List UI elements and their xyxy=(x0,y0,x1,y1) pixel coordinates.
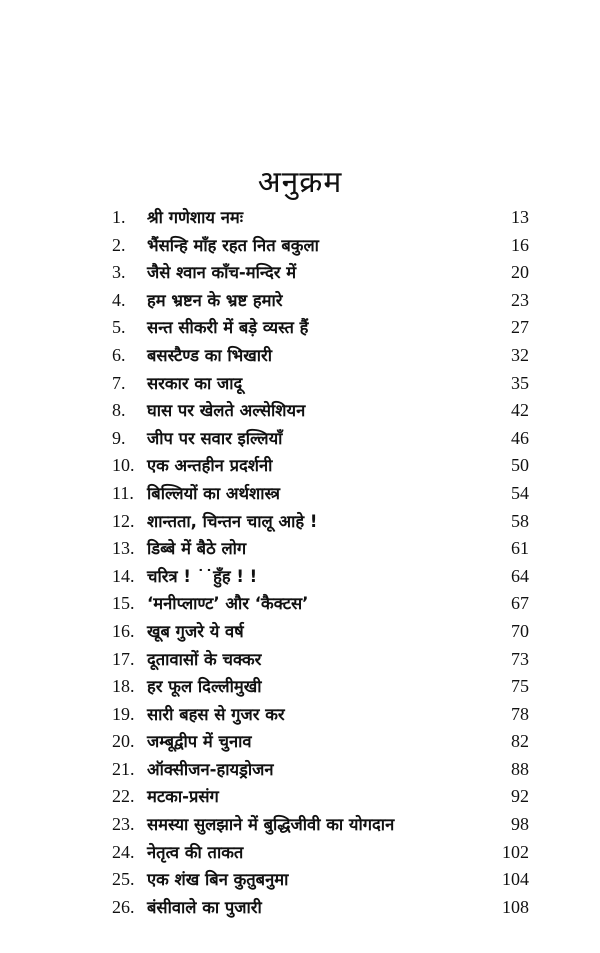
toc-entry-title: सन्त सीकरी में बड़े व्यस्त हैं xyxy=(147,318,309,338)
toc-entry-page-number: 23 xyxy=(511,289,529,310)
toc-entry-page-number: 88 xyxy=(511,758,529,779)
toc-entry xyxy=(0,783,600,811)
toc-entry-title: एक अन्तहीन प्रदर्शनी xyxy=(147,456,273,476)
toc-entry-page-number: 20 xyxy=(511,262,529,283)
toc-entry-title: सारी बहस से गुजर कर xyxy=(147,704,285,724)
toc-entry-page-number: 102 xyxy=(502,841,529,862)
toc-entry-page-number: 78 xyxy=(511,703,529,724)
toc-entry-number: 7. xyxy=(112,372,126,393)
toc-entry-title: नेतृत्व की ताकत xyxy=(147,842,244,862)
toc-entry xyxy=(0,866,600,894)
toc-entry-number: 6. xyxy=(112,344,126,365)
toc-entry-title: जीप पर सवार इल्लियाँ xyxy=(147,428,283,448)
toc-entry-number: 23. xyxy=(112,814,135,835)
toc-entry xyxy=(0,756,600,784)
toc-entry xyxy=(0,370,600,398)
toc-entry-title: भैंसन्हि माँह रहत नित बकुला xyxy=(147,235,319,255)
toc-entry xyxy=(0,342,600,370)
toc-entry-title: समस्या सुलझाने में बुद्धिजीवी का योगदान xyxy=(147,815,395,835)
toc-entry-page-number: 16 xyxy=(511,234,529,255)
toc-entry-number: 13. xyxy=(112,538,135,559)
toc-entry-number: 17. xyxy=(112,648,135,669)
toc-entry-title: जम्बूद्वीप में चुनाव xyxy=(147,732,252,752)
toc-entry-page-number: 32 xyxy=(511,344,529,365)
toc-entry-number: 19. xyxy=(112,703,135,724)
toc-entry-number: 3. xyxy=(112,262,126,283)
toc-entry xyxy=(0,287,600,315)
toc-entry-title: घास पर खेलते अल्सेशियन xyxy=(147,401,306,421)
toc-entry-title: हर फूल दिल्लीमुखी xyxy=(147,677,262,697)
toc-entry-page-number: 54 xyxy=(511,482,529,503)
toc-entry xyxy=(0,480,600,508)
page-title: अनुक्रम xyxy=(257,165,343,201)
toc-entry-title: डिब्बे में बैठे लोग xyxy=(147,539,247,559)
toc-entry xyxy=(0,673,600,701)
toc-entry-title: मटका-प्रसंग xyxy=(147,787,219,807)
toc-entry-title: ऑक्सीजन-हायड्रोजन xyxy=(147,759,274,779)
toc-entry-number: 9. xyxy=(112,427,126,448)
toc-entry-title: सरकार का जादू xyxy=(147,373,243,393)
toc-entry-page-number: 104 xyxy=(502,869,529,890)
toc-entry xyxy=(0,204,600,232)
toc-entry-page-number: 92 xyxy=(511,786,529,807)
toc-entry xyxy=(0,314,600,342)
toc-entry-title: हम भ्रष्टन के भ्रष्ट हमारे xyxy=(147,290,283,310)
toc-entry xyxy=(0,811,600,839)
toc-entry-title: चरित्र ! ˙˙हुँह ! ! xyxy=(147,566,258,586)
toc-entry-number: 18. xyxy=(112,676,135,697)
toc-entry-number: 20. xyxy=(112,731,135,752)
toc-entry xyxy=(0,452,600,480)
toc-entry-page-number: 98 xyxy=(511,814,529,835)
toc-entry-number: 25. xyxy=(112,869,135,890)
toc-entry xyxy=(0,397,600,425)
toc-entry-number: 11. xyxy=(112,482,134,503)
toc-entry-title: खूब गुजरे ये वर्ष xyxy=(147,621,244,641)
toc-entry-number: 16. xyxy=(112,620,135,641)
toc-entry-number: 10. xyxy=(112,455,135,476)
toc-entry-page-number: 27 xyxy=(511,317,529,338)
toc-entry xyxy=(0,535,600,563)
toc-entry-page-number: 61 xyxy=(511,538,529,559)
toc-entry-title: श्री गणेशाय नमः xyxy=(147,208,244,227)
toc-entry-page-number: 70 xyxy=(511,620,529,641)
toc-entry-number: 24. xyxy=(112,841,135,862)
toc-entry-page-number: 64 xyxy=(511,565,529,586)
toc-entry xyxy=(0,894,600,922)
toc-entry-page-number: 35 xyxy=(511,372,529,393)
toc-entry-title: दूतावासों के चक्कर xyxy=(147,649,262,669)
toc-entry-number: 8. xyxy=(112,400,126,421)
toc-entry-page-number: 73 xyxy=(511,648,529,669)
toc-entry xyxy=(0,701,600,729)
toc-entry-number: 12. xyxy=(112,510,135,531)
toc-entry xyxy=(0,618,600,646)
toc-entry-title: एक शंख बिन कुतुबनुमा xyxy=(147,870,289,890)
toc-entry-number: 14. xyxy=(112,565,135,586)
toc-entry xyxy=(0,728,600,756)
toc-entry xyxy=(0,508,600,536)
toc-entry-number: 21. xyxy=(112,758,135,779)
toc-entry-title: बिल्लियों का अर्थशास्त्र xyxy=(147,483,281,503)
toc-entry-number: 22. xyxy=(112,786,135,807)
toc-entry-number: 26. xyxy=(112,896,135,917)
toc-entry-title: बसस्टैण्ड का भिखारी xyxy=(147,345,273,365)
toc-entry-page-number: 75 xyxy=(511,676,529,697)
toc-entry-page-number: 108 xyxy=(502,896,529,917)
toc-entry-title: जैसे श्वान काँच-मन्दिर में xyxy=(147,263,297,283)
toc-entry-page-number: 67 xyxy=(511,593,529,614)
toc-entry-page-number: 42 xyxy=(511,400,529,421)
toc-entry-page-number: 50 xyxy=(511,455,529,476)
toc-entry-page-number: 58 xyxy=(511,510,529,531)
toc-entry-page-number: 46 xyxy=(511,427,529,448)
toc-entry-page-number: 13 xyxy=(511,207,529,227)
toc-entry-title: ‘मनीप्लाण्ट’ और ‘कैक्टस’ xyxy=(147,594,309,614)
toc-entry xyxy=(0,425,600,453)
toc-entry-title: बंसीवाले का पुजारी xyxy=(147,897,262,917)
toc-entry-number: 5. xyxy=(112,317,126,338)
toc-entry-number: 1. xyxy=(112,207,126,227)
table-of-contents xyxy=(0,204,600,921)
toc-entry xyxy=(0,590,600,618)
toc-entry-number: 2. xyxy=(112,234,126,255)
toc-entry xyxy=(0,563,600,591)
toc-entry xyxy=(0,839,600,867)
toc-entry-number: 15. xyxy=(112,593,135,614)
toc-entry-number: 4. xyxy=(112,289,126,310)
toc-entry xyxy=(0,646,600,674)
toc-entry xyxy=(0,232,600,260)
toc-entry xyxy=(0,259,600,287)
toc-entry-page-number: 82 xyxy=(511,731,529,752)
toc-entry-title: शान्तता, चिन्तन चालू आहे ! xyxy=(147,511,318,531)
